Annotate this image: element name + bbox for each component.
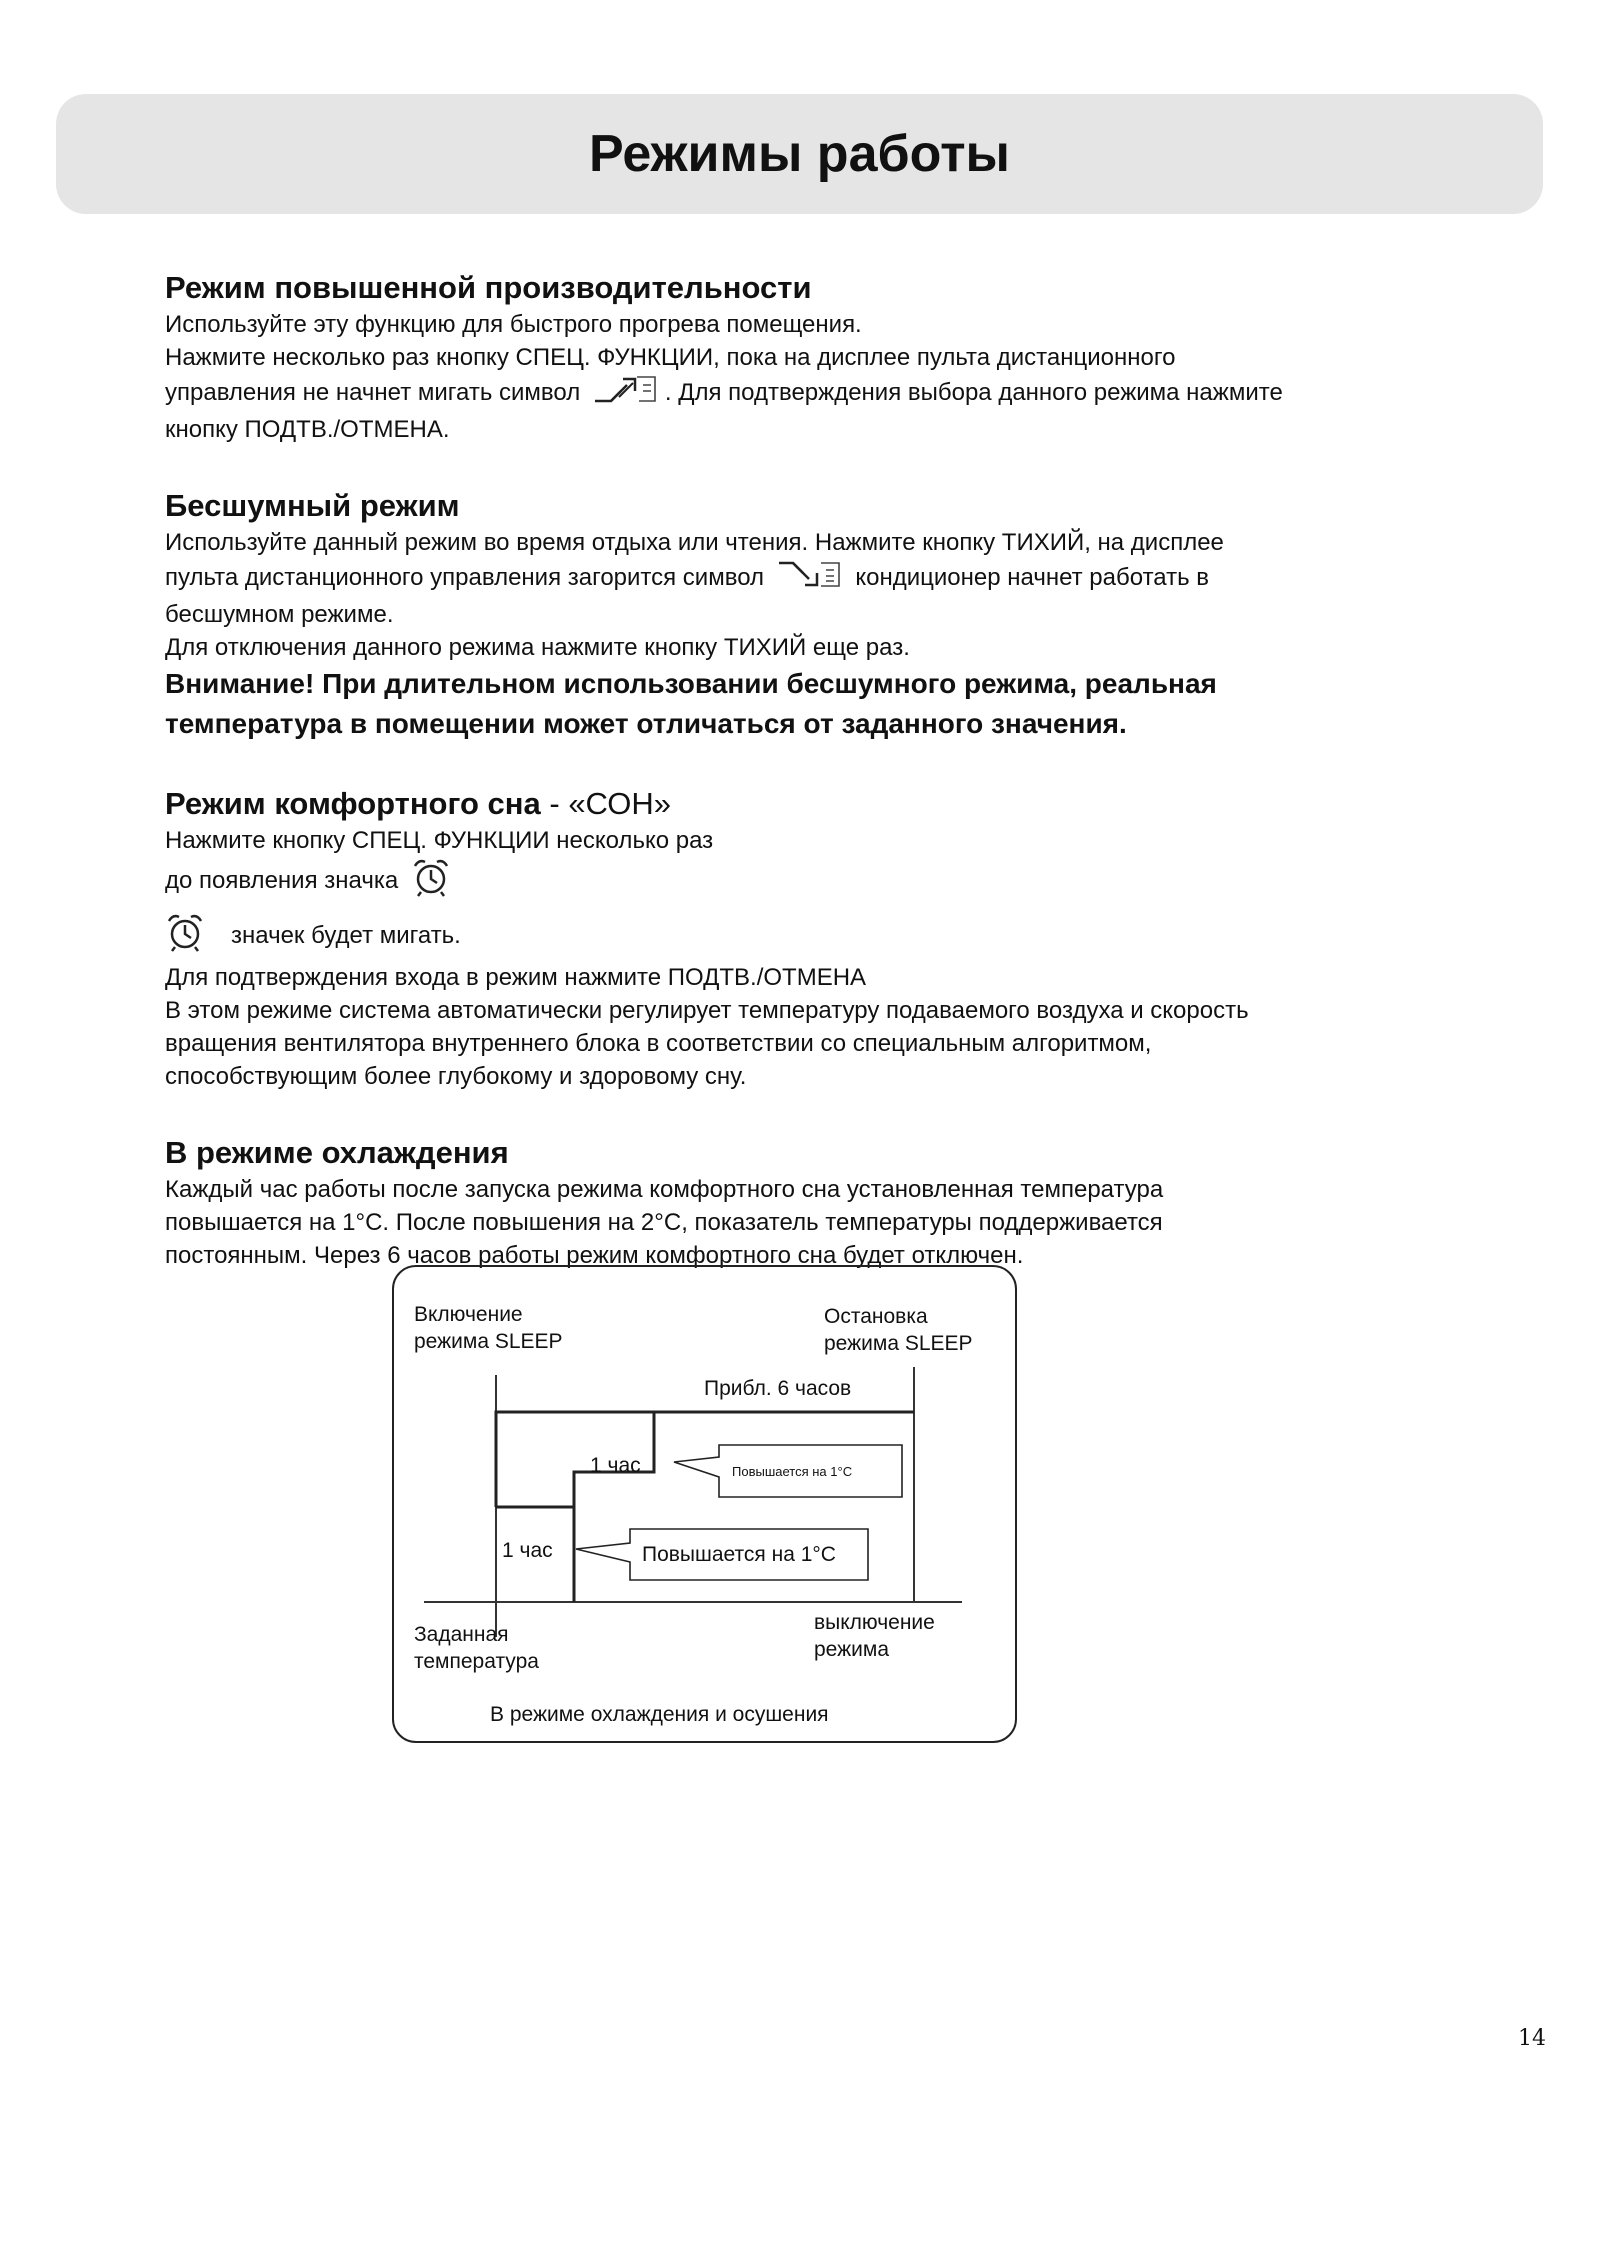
paragraph-line: Нажмите кнопку СПЕЦ. ФУНКЦИИ несколько раз [165, 827, 714, 854]
section-heading: Бесшумный режим [165, 488, 460, 523]
paragraph-line: Для отключения данного режима нажмите кнопку ТИХИЙ еще раз. [165, 634, 910, 661]
paragraph-text: . Для подтверждения выбора данного режима нажмите [664, 378, 1283, 406]
sleep-mode-diagram [392, 1265, 1017, 1743]
diagram-off-label: режима [814, 1638, 890, 1661]
silent-mode-icon [777, 559, 843, 598]
warning-line: Внимание! При длительном использовании бесшумного режима, реальная [165, 668, 1217, 699]
boost-mode-icon [593, 374, 659, 413]
diagram-duration-label: Прибл. 6 часов [704, 1377, 852, 1400]
section-silent [165, 486, 1455, 744]
section-heading: Режим повышенной производительности [165, 270, 812, 305]
diagram-set-temp-label: температура [414, 1650, 539, 1673]
paragraph-line [165, 559, 1455, 598]
paragraph-line [165, 374, 1455, 413]
section-boost [165, 268, 1455, 446]
section-heading: В режиме охлаждения [165, 1135, 509, 1170]
diagram-set-temp-label: Заданная [414, 1623, 509, 1646]
paragraph-text: кондиционер начнет работать в [855, 563, 1210, 591]
paragraph-line: способствующим более глубокому и здоровому сну. [165, 1063, 747, 1090]
paragraph-line: бесшумном режиме. [165, 601, 394, 628]
section-cooling [165, 1133, 1455, 1272]
paragraph-line: Каждый час работы после запуска режима комфортного сна установленная температура [165, 1176, 1164, 1203]
section-sleep [165, 784, 1455, 1093]
diagram-step-label: 1 час [502, 1539, 553, 1562]
heading-suffix: - «СОН» [540, 786, 672, 821]
paragraph-line: постоянным. Через 6 часов работы режим комфортного сна будет отключен. [165, 1242, 1024, 1269]
diagram-callout: Повышается на 1°С [642, 1543, 836, 1566]
paragraph-line [165, 857, 1455, 906]
paragraph-line [165, 912, 1455, 961]
diagram-callout: Повышается на 1°С [732, 1464, 853, 1479]
diagram-stop-label: Остановка [824, 1305, 928, 1328]
paragraph-text: до появления значка [165, 866, 399, 894]
diagram-stop-label: режима SLEEP [824, 1332, 973, 1355]
page-number: 14 [1518, 2026, 1546, 2051]
alarm-clock-icon [411, 857, 451, 906]
section-heading: Режим комфортного сна - «СОН» [165, 786, 672, 821]
diagram-start-label: Включение [414, 1303, 523, 1326]
paragraph-line: вращения вентилятора внутреннего блока в соответствии со специальным алгоритмом, [165, 1030, 1152, 1057]
paragraph-text: значек будет мигать. [231, 921, 461, 949]
alarm-clock-icon [165, 912, 205, 961]
paragraph-line: Используйте данный режим во время отдыха или чтения. Нажмите кнопку ТИХИЙ, на дисплее [165, 529, 1224, 556]
page-title: Режимы работы [589, 125, 1010, 183]
paragraph-line: повышается на 1°С. После повышения на 2°С, показатель температуры поддерживается [165, 1209, 1163, 1236]
paragraph-line: Для подтверждения входа в режим нажмите ПОДТВ./ОТМЕНА [165, 964, 867, 991]
content [165, 268, 1455, 1272]
title-bar [56, 94, 1543, 214]
warning-line: температура в помещении может отличаться от заданного значения. [165, 708, 1127, 739]
diagram-step-label: 1 час [590, 1454, 641, 1477]
paragraph-line: Используйте эту функцию для быстрого прогрева помещения. [165, 311, 862, 338]
paragraph-line: Нажмите несколько раз кнопку СПЕЦ. ФУНКЦИИ, пока на дисплее пульта дистанционного [165, 344, 1176, 371]
diagram-caption: В режиме охлаждения и осушения [490, 1703, 829, 1726]
paragraph-text: управления не начнет мигать символ [165, 378, 581, 406]
paragraph-text: пульта дистанционного управления загорится символ [165, 563, 765, 591]
paragraph-line: кнопку ПОДТВ./ОТМЕНА. [165, 416, 450, 443]
diagram-off-label: выключение [814, 1611, 935, 1634]
paragraph-line: В этом режиме система автоматически регулирует температуру подаваемого воздуха и скорость [165, 997, 1249, 1024]
diagram-start-label: режима SLEEP [414, 1330, 563, 1353]
